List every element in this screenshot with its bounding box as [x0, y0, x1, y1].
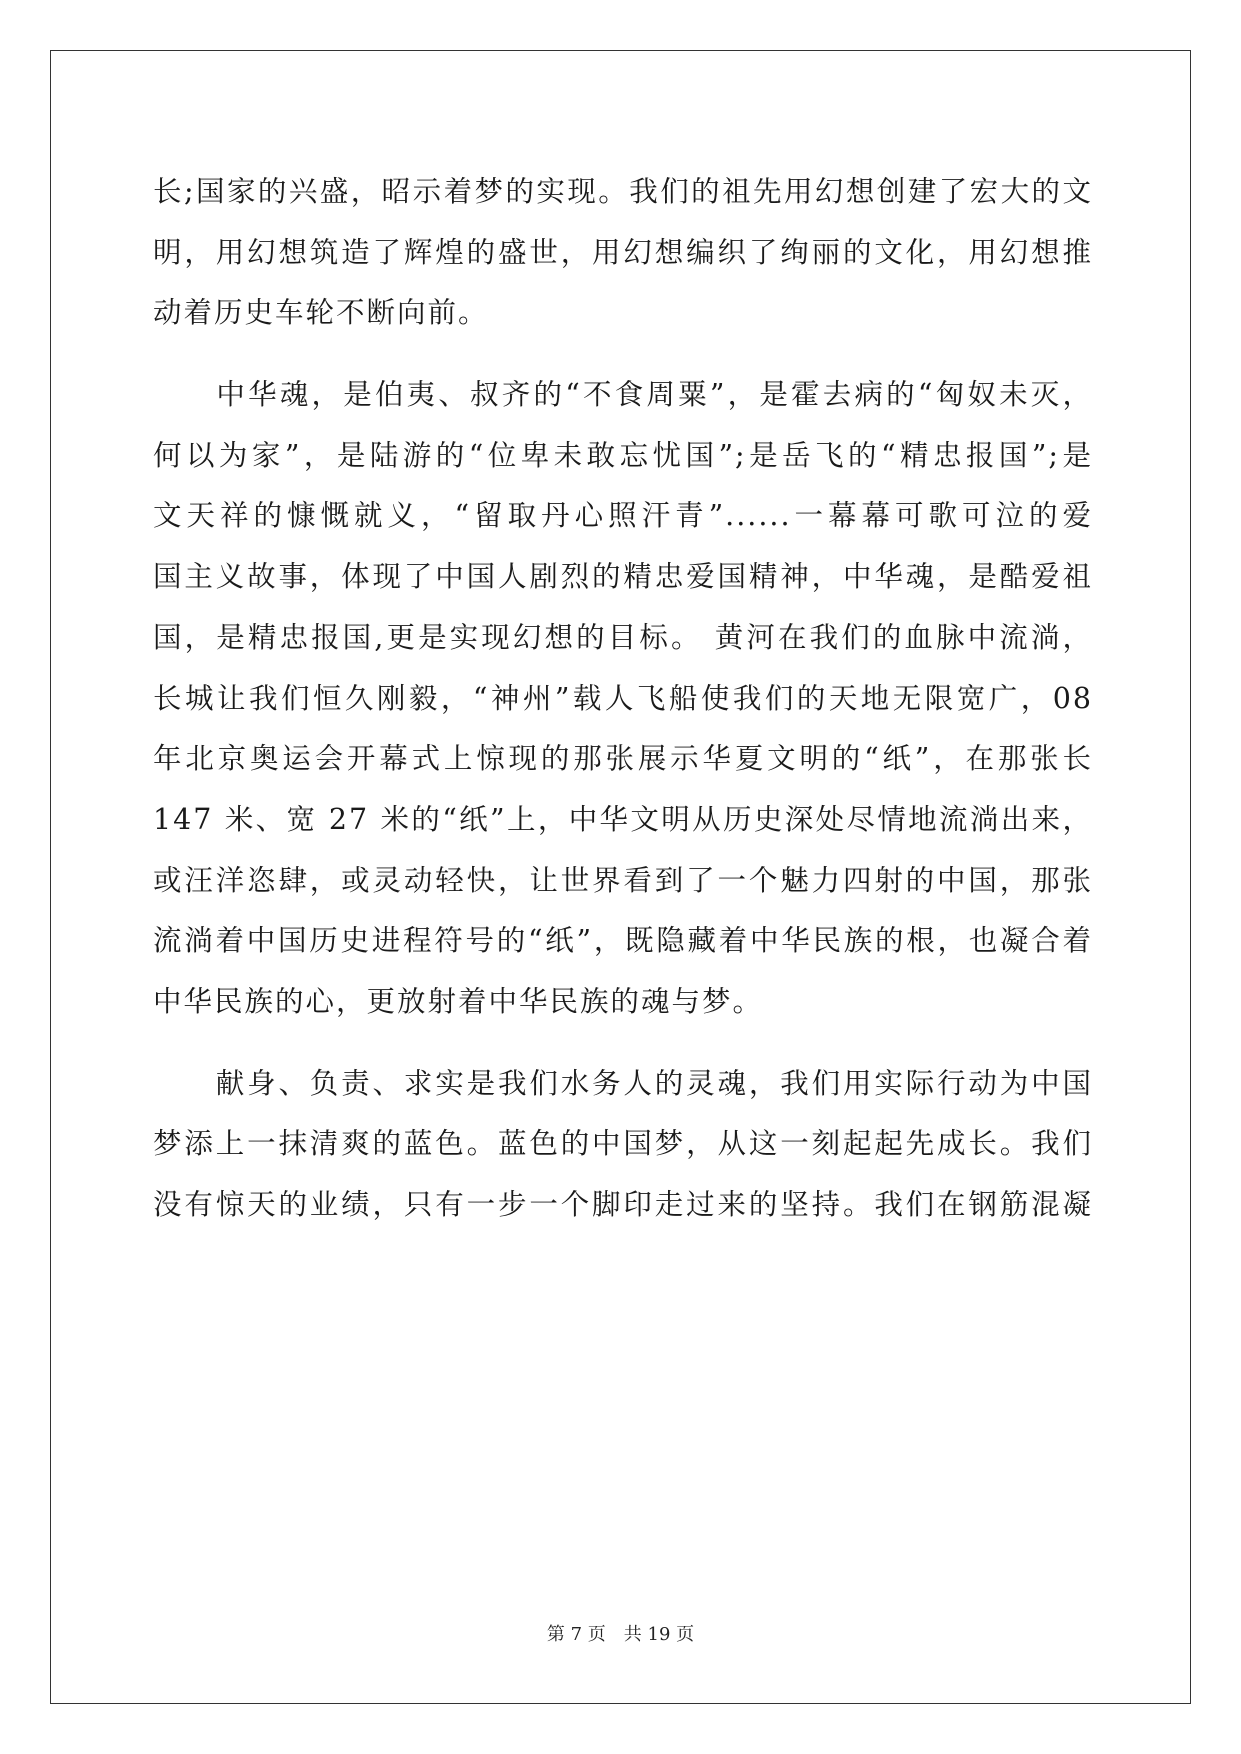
text-line: 动着历史车轮不断向前。	[153, 296, 489, 330]
text-line: 中华民族的心，更放射着中华民族的魂与梦。	[153, 984, 764, 1018]
text-line: 长;国家的兴盛，昭示着梦的实现。我们的祖先用幻想创建了宏大的文	[153, 175, 1093, 208]
text-line: 没有惊天的业绩，只有一步一个脚印走过来的坚持。我们在钢筋混凝	[153, 1188, 1093, 1221]
text-line: 献身、负责、求实是我们水务人的灵魂，我们用实际行动为中国	[153, 1066, 1093, 1100]
text-line: 147 米、宽 27 米的“纸”上，中华文明从历史深处尽情地流淌出来，	[153, 802, 1093, 836]
text-line: 长城让我们恒久刚毅，“神州”载人飞船使我们的天地无限宽广，08	[153, 681, 1093, 715]
text-line: 或汪洋恣肆，或灵动轻快，让世界看到了一个魅力四射的中国，那张	[153, 863, 1093, 897]
text-line: 国主义故事，体现了中国人剧烈的精忠爱国精神，中华魂，是酷爱祖	[153, 560, 1093, 594]
text-line: 明，用幻想筑造了辉煌的盛世，用幻想编织了绚丽的文化，用幻想推	[153, 235, 1093, 269]
paragraph-3	[153, 1054, 1093, 1236]
text-line: 文天祥的慷慨就义，“留取丹心照汗青”......一幕幕可歌可泣的爱	[153, 499, 1093, 533]
text-line: 梦添上一抹清爽的蓝色。蓝色的中国梦，从这一刻起起先成长。我们	[153, 1127, 1093, 1161]
paragraph-2	[153, 365, 1093, 1033]
text-line: 中华魂，是伯夷、叔齐的“不食周粟”，是霍去病的“匈奴未灭，	[153, 378, 1093, 412]
paragraph-1	[153, 162, 1093, 344]
page-number-footer: 第 7 页 共 19 页	[546, 1624, 695, 1645]
text-line: 何以为家”，是陆游的“位卑未敢忘忧国”;是岳飞的“精忠报国”;是	[153, 438, 1093, 472]
document-body	[153, 162, 1093, 1236]
text-line: 国，是精忠报国,更是实现幻想的目标。 黄河在我们的血脉中流淌，	[153, 620, 1093, 654]
text-line: 流淌着中国历史进程符号的“纸”，既隐藏着中华民族的根，也凝合着	[153, 924, 1093, 958]
text-line: 年北京奥运会开幕式上惊现的那张展示华夏文明的“纸”，在那张长	[153, 742, 1093, 776]
